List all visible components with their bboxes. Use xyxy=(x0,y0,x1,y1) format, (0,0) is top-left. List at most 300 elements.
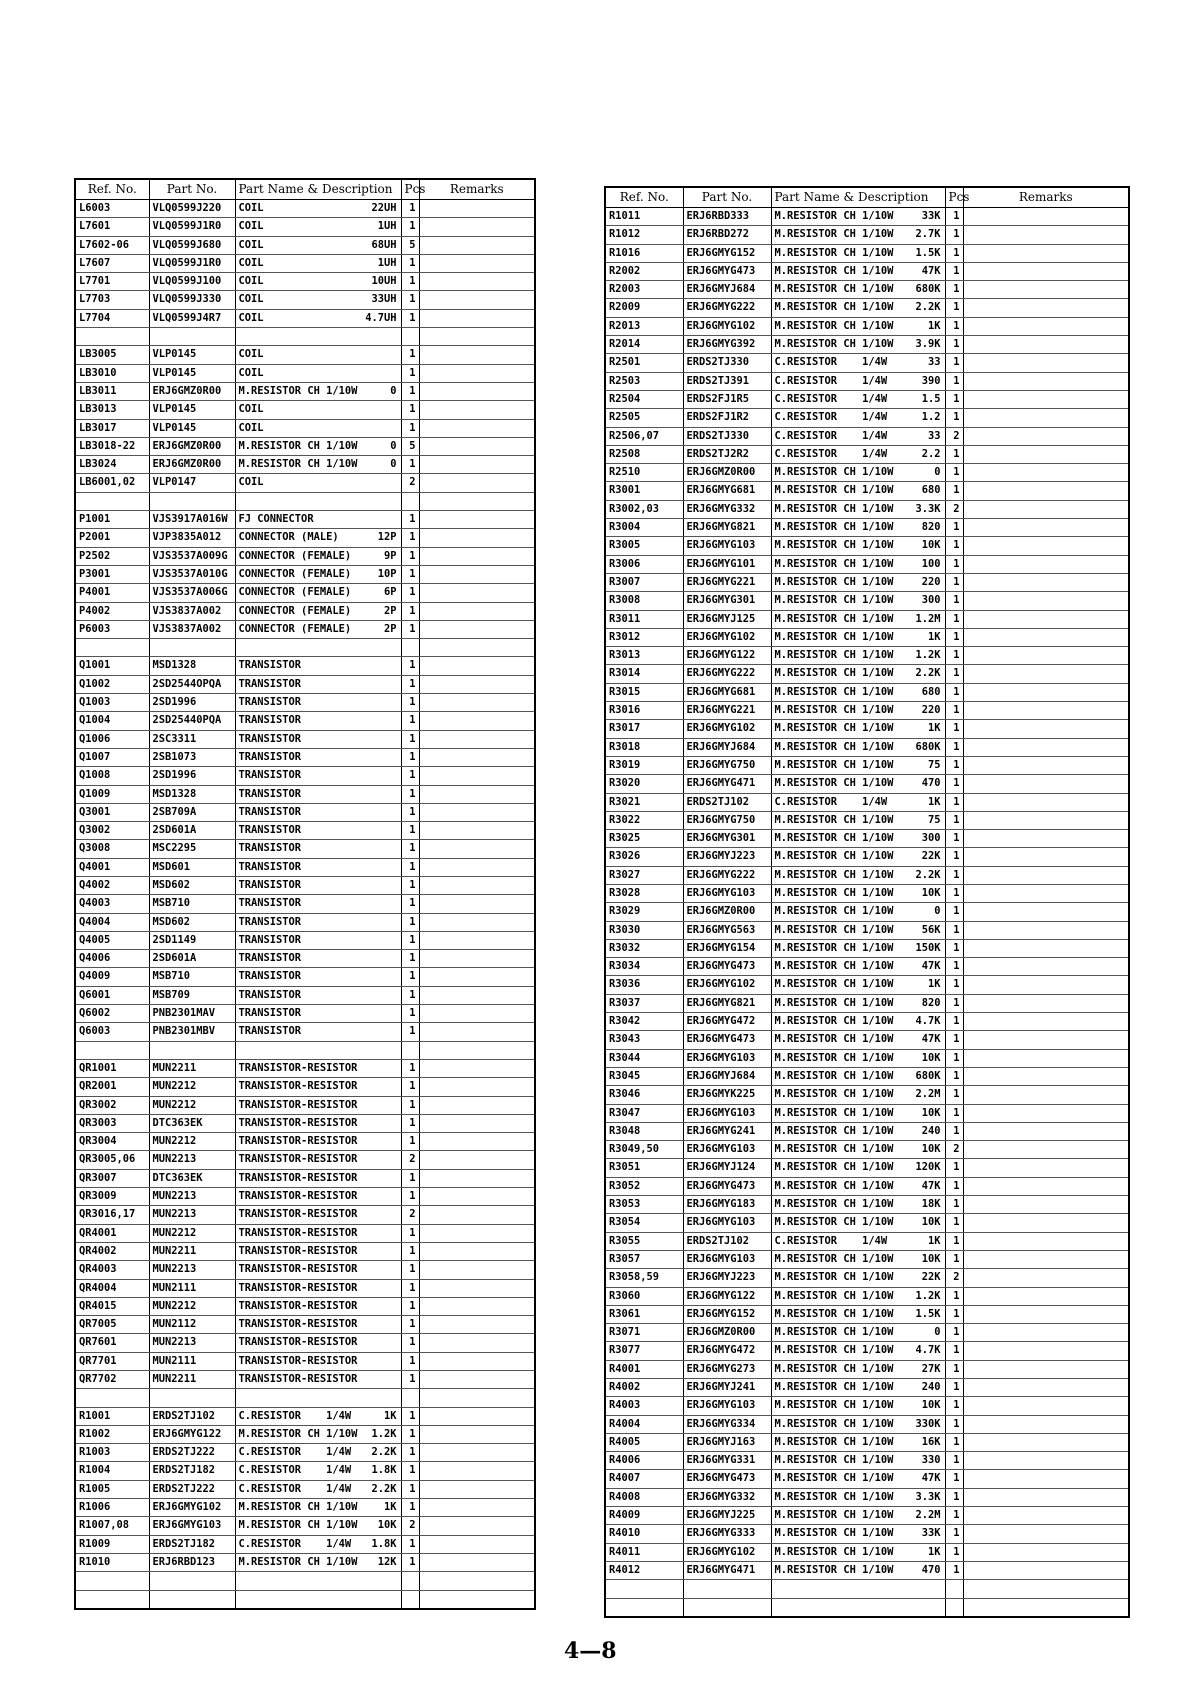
description-text: COIL xyxy=(238,293,264,306)
part-no-cell: ERJ6GMZ0R00 xyxy=(149,456,235,474)
ref-no-cell xyxy=(75,1572,149,1590)
description-cell xyxy=(771,592,945,610)
description-text: M.RESISTOR CH 1/10W xyxy=(774,868,894,881)
pcs-cell xyxy=(401,1590,419,1609)
ref-no-cell: R1016 xyxy=(605,244,683,262)
value-text: 33 xyxy=(927,356,941,369)
pcs-cell: 1 xyxy=(945,299,963,317)
remarks-cell xyxy=(419,657,535,675)
description-cell xyxy=(771,1598,945,1617)
remarks-cell xyxy=(419,1590,535,1609)
part-no-cell: ERJ6GMYG152 xyxy=(683,244,771,262)
col-remarks: Remarks xyxy=(419,179,535,200)
remarks-cell xyxy=(963,1379,1129,1397)
table-row xyxy=(605,976,1129,994)
pcs-cell: 1 xyxy=(945,208,963,226)
remarks-cell xyxy=(963,244,1129,262)
ref-no-cell: R4004 xyxy=(605,1415,683,1433)
ref-no-cell: R3014 xyxy=(605,665,683,683)
description-cell xyxy=(235,694,401,712)
remarks-cell xyxy=(419,1425,535,1443)
description-cell xyxy=(771,884,945,902)
part-no-cell: ERJ6GMYG102 xyxy=(683,1543,771,1561)
description-text: C.RESISTOR 1/4W xyxy=(238,1464,352,1477)
remarks-cell xyxy=(963,1324,1129,1342)
part-no-cell: ERJ6GMYG122 xyxy=(149,1425,235,1443)
description-text: TRANSISTOR xyxy=(238,915,302,928)
pcs-cell: 1 xyxy=(945,1342,963,1360)
value-text: 22K xyxy=(921,850,941,863)
description-text: TRANSISTOR xyxy=(238,842,302,855)
description-text: M.RESISTOR CH 1/10W xyxy=(774,484,894,497)
description-text: M.RESISTOR CH 1/10W xyxy=(774,1216,894,1229)
description-cell xyxy=(235,767,401,785)
table-row xyxy=(605,1507,1129,1525)
value-text: 75 xyxy=(927,758,941,771)
part-no-cell: ERJ6GMYG102 xyxy=(683,628,771,646)
description-cell xyxy=(771,1543,945,1561)
table-row xyxy=(605,1452,1129,1470)
pcs-cell: 1 xyxy=(401,1279,419,1297)
description-cell xyxy=(235,254,401,272)
table-row xyxy=(75,456,535,474)
pcs-cell: 1 xyxy=(401,1352,419,1370)
value-text: 33UH xyxy=(371,293,397,306)
remarks-cell xyxy=(963,610,1129,628)
ref-no-cell: LB3024 xyxy=(75,456,149,474)
description-cell xyxy=(771,610,945,628)
value-text: 1K xyxy=(383,1501,397,1514)
description-text: TRANSISTOR xyxy=(238,1007,302,1020)
value-text: 10K xyxy=(921,886,941,899)
pcs-cell: 1 xyxy=(945,445,963,463)
description-text: M.RESISTOR CH 1/10W xyxy=(774,1051,894,1064)
description-text: C.RESISTOR 1/4W xyxy=(774,447,888,460)
pcs-cell: 1 xyxy=(945,1543,963,1561)
ref-no-cell: R3060 xyxy=(605,1287,683,1305)
ref-no-cell xyxy=(605,1580,683,1598)
ref-no-cell: R3053 xyxy=(605,1196,683,1214)
table-row xyxy=(75,1407,535,1425)
table-row xyxy=(75,437,535,455)
part-no-cell: VLP0145 xyxy=(149,364,235,382)
value-text: 4.7UH xyxy=(365,311,397,324)
description-text: M.RESISTOR CH 1/10W xyxy=(774,246,894,259)
part-no-cell: ERJ6GMYG473 xyxy=(683,1177,771,1195)
remarks-cell xyxy=(419,602,535,620)
pcs-cell xyxy=(401,639,419,657)
description-cell xyxy=(235,748,401,766)
description-cell xyxy=(235,1334,401,1352)
table-row xyxy=(605,903,1129,921)
part-no-cell: MUN2212 xyxy=(149,1133,235,1151)
part-no-cell: ERJ6GMYG102 xyxy=(149,1499,235,1517)
pcs-cell: 1 xyxy=(945,1561,963,1579)
description-text: TRANSISTOR-RESISTOR xyxy=(238,1226,358,1239)
pcs-cell: 1 xyxy=(401,1371,419,1389)
part-no-cell: MUN2213 xyxy=(149,1206,235,1224)
description-text: TRANSISTOR-RESISTOR xyxy=(238,1263,358,1276)
value-text: 0 xyxy=(390,384,397,397)
table-row xyxy=(75,1535,535,1553)
remarks-cell xyxy=(419,1316,535,1334)
value-text: 330K xyxy=(915,1417,941,1430)
description-cell xyxy=(771,573,945,591)
pcs-cell: 1 xyxy=(945,336,963,354)
table-row xyxy=(605,1104,1129,1122)
description-text: M.RESISTOR CH 1/10W xyxy=(774,740,894,753)
value-text: 47K xyxy=(921,960,941,973)
pcs-cell: 5 xyxy=(401,437,419,455)
value-text: 1UH xyxy=(377,220,397,233)
description-cell xyxy=(235,529,401,547)
part-no-cell: VLQ0599J1R0 xyxy=(149,218,235,236)
table-row xyxy=(75,273,535,291)
value-text: 680K xyxy=(915,1069,941,1082)
table-row xyxy=(75,382,535,400)
part-no-cell: MUN2213 xyxy=(149,1151,235,1169)
ref-no-cell: QR1001 xyxy=(75,1059,149,1077)
description-text: M.RESISTOR CH 1/10W xyxy=(774,1161,894,1174)
table-row xyxy=(75,803,535,821)
value-text: 680 xyxy=(921,685,941,698)
value-text: 10K xyxy=(921,1216,941,1229)
value-text: 240 xyxy=(921,1124,941,1137)
table-row xyxy=(75,291,535,309)
description-cell xyxy=(235,584,401,602)
description-text: TRANSISTOR-RESISTOR xyxy=(238,1281,358,1294)
value-text: 1.2K xyxy=(915,649,941,662)
table-row xyxy=(75,1023,535,1041)
ref-no-cell: QR4003 xyxy=(75,1261,149,1279)
description-cell xyxy=(771,848,945,866)
ref-no-cell: R3019 xyxy=(605,756,683,774)
remarks-cell xyxy=(963,811,1129,829)
description-text: M.RESISTOR CH 1/10W xyxy=(774,594,894,607)
pcs-cell: 1 xyxy=(401,1553,419,1571)
value-text: 2.2M xyxy=(915,1088,941,1101)
remarks-cell xyxy=(963,1360,1129,1378)
ref-no-cell: LB3013 xyxy=(75,401,149,419)
table-row xyxy=(75,1096,535,1114)
part-no-cell: MUN2213 xyxy=(149,1261,235,1279)
ref-no-cell: Q1008 xyxy=(75,767,149,785)
description-text: M.RESISTOR CH 1/10W xyxy=(774,1124,894,1137)
pcs-cell: 1 xyxy=(945,1104,963,1122)
pcs-cell: 1 xyxy=(945,1214,963,1232)
table-row xyxy=(75,694,535,712)
remarks-cell xyxy=(419,876,535,894)
value-text: 18K xyxy=(921,1198,941,1211)
remarks-cell xyxy=(419,1059,535,1077)
remarks-cell xyxy=(963,1159,1129,1177)
table-row xyxy=(75,328,535,346)
table-row xyxy=(75,950,535,968)
remarks-cell xyxy=(963,903,1129,921)
pcs-cell: 1 xyxy=(401,1059,419,1077)
description-text: M.RESISTOR CH 1/10W xyxy=(774,264,894,277)
table-row xyxy=(75,1078,535,1096)
ref-no-cell: R3032 xyxy=(605,939,683,957)
remarks-cell xyxy=(963,519,1129,537)
description-text: TRANSISTOR-RESISTOR xyxy=(238,1061,358,1074)
table-row xyxy=(605,1324,1129,1342)
description-cell xyxy=(235,1590,401,1609)
table-row xyxy=(605,683,1129,701)
pcs-cell: 1 xyxy=(945,354,963,372)
pcs-cell: 1 xyxy=(945,1177,963,1195)
ref-no-cell: L6003 xyxy=(75,200,149,218)
ref-no-cell: P6003 xyxy=(75,620,149,638)
description-cell xyxy=(235,1352,401,1370)
description-cell xyxy=(771,811,945,829)
remarks-cell xyxy=(963,976,1129,994)
pcs-cell: 1 xyxy=(401,1078,419,1096)
value-text: 1.5K xyxy=(915,246,941,259)
table-row xyxy=(605,208,1129,226)
description-text: TRANSISTOR xyxy=(238,805,302,818)
description-text: M.RESISTOR CH 1/10W xyxy=(238,458,358,471)
description-text: C.RESISTOR 1/4W xyxy=(238,1409,352,1422)
ref-no-cell: R2501 xyxy=(605,354,683,372)
description-cell xyxy=(235,602,401,620)
description-cell xyxy=(771,1214,945,1232)
table-row xyxy=(605,1580,1129,1598)
col-description: Part Name & Description xyxy=(235,179,401,200)
description-cell xyxy=(235,511,401,529)
value-text: 10K xyxy=(921,1106,941,1119)
table-row xyxy=(75,748,535,766)
remarks-cell xyxy=(963,1561,1129,1579)
description-cell xyxy=(235,858,401,876)
pcs-cell: 1 xyxy=(945,464,963,482)
description-text: TRANSISTOR xyxy=(238,750,302,763)
ref-no-cell xyxy=(605,1598,683,1617)
part-no-cell: VJS3837A002 xyxy=(149,602,235,620)
part-no-cell: ERJ6GMYG103 xyxy=(683,1049,771,1067)
remarks-cell xyxy=(419,254,535,272)
part-no-cell: ERJ6GMZ0R00 xyxy=(149,382,235,400)
ref-no-cell: R3015 xyxy=(605,683,683,701)
description-cell xyxy=(235,1206,401,1224)
part-no-cell: 2SD601A xyxy=(149,950,235,968)
remarks-cell xyxy=(963,939,1129,957)
table-row xyxy=(75,785,535,803)
value-text: 3.9K xyxy=(915,338,941,351)
description-text: C.RESISTOR 1/4W xyxy=(774,374,888,387)
remarks-cell xyxy=(963,445,1129,463)
value-text: 47K xyxy=(921,1472,941,1485)
remarks-cell xyxy=(419,1188,535,1206)
ref-no-cell: R3017 xyxy=(605,720,683,738)
description-text: M.RESISTOR CH 1/10W xyxy=(774,996,894,1009)
description-cell xyxy=(235,1407,401,1425)
description-text: M.RESISTOR CH 1/10W xyxy=(774,1088,894,1101)
description-text: M.RESISTOR CH 1/10W xyxy=(238,1427,358,1440)
pcs-cell: 1 xyxy=(945,262,963,280)
pcs-cell: 2 xyxy=(945,500,963,518)
value-text: 2.2K xyxy=(915,868,941,881)
description-text: COIL xyxy=(238,311,264,324)
ref-no-cell: R3036 xyxy=(605,976,683,994)
table-row xyxy=(605,482,1129,500)
pcs-cell xyxy=(945,1580,963,1598)
part-no-cell: MSD602 xyxy=(149,876,235,894)
ref-no-cell: L7703 xyxy=(75,291,149,309)
ref-no-cell: Q4006 xyxy=(75,950,149,968)
remarks-cell xyxy=(419,382,535,400)
part-no-cell: ERDS2TJ182 xyxy=(149,1462,235,1480)
description-cell xyxy=(771,445,945,463)
value-text: 3.3K xyxy=(915,1490,941,1503)
remarks-cell xyxy=(963,262,1129,280)
table-row xyxy=(605,281,1129,299)
description-text: M.RESISTOR CH 1/10W xyxy=(774,1472,894,1485)
description-cell xyxy=(235,1444,401,1462)
pcs-cell: 1 xyxy=(401,1188,419,1206)
pcs-cell: 1 xyxy=(945,1452,963,1470)
value-text: 1K xyxy=(927,722,941,735)
remarks-cell xyxy=(419,529,535,547)
remarks-cell xyxy=(419,785,535,803)
part-no-cell: ERJ6GMYG152 xyxy=(683,1305,771,1323)
description-cell xyxy=(771,1488,945,1506)
description-cell xyxy=(235,639,401,657)
remarks-cell xyxy=(963,1086,1129,1104)
description-text: TRANSISTOR xyxy=(238,933,302,946)
table-row xyxy=(605,702,1129,720)
value-text: 300 xyxy=(921,832,941,845)
value-text: 2P xyxy=(383,622,397,635)
part-no-cell: 2SB709A xyxy=(149,803,235,821)
value-text: 1.2K xyxy=(915,1289,941,1302)
ref-no-cell: R3051 xyxy=(605,1159,683,1177)
pcs-cell: 1 xyxy=(401,913,419,931)
part-no-cell: MSD1328 xyxy=(149,657,235,675)
ref-no-cell: R1001 xyxy=(75,1407,149,1425)
table-row xyxy=(75,492,535,510)
value-text: 100 xyxy=(921,557,941,570)
description-cell xyxy=(235,1480,401,1498)
description-cell xyxy=(771,208,945,226)
ref-no-cell: R3018 xyxy=(605,738,683,756)
col-ref-no: Ref. No. xyxy=(75,179,149,200)
ref-no-cell: LB3017 xyxy=(75,419,149,437)
part-no-cell: MUN2211 xyxy=(149,1242,235,1260)
ref-no-cell: R4007 xyxy=(605,1470,683,1488)
value-text: 0 xyxy=(390,458,397,471)
pcs-cell: 1 xyxy=(401,456,419,474)
remarks-cell xyxy=(419,1535,535,1553)
description-text: CONNECTOR (MALE) xyxy=(238,531,339,544)
description-text: M.RESISTOR CH 1/10W xyxy=(774,521,894,534)
table-row xyxy=(605,1232,1129,1250)
remarks-cell xyxy=(963,555,1129,573)
remarks-cell xyxy=(963,208,1129,226)
value-text: 1K xyxy=(927,1234,941,1247)
description-cell xyxy=(771,1104,945,1122)
value-text: 1K xyxy=(927,978,941,991)
description-cell xyxy=(235,456,401,474)
part-no-cell: ERJ6GMYG221 xyxy=(683,702,771,720)
ref-no-cell: Q6002 xyxy=(75,1005,149,1023)
part-no-cell: ERJ6GMYG472 xyxy=(683,1342,771,1360)
value-text: 47K xyxy=(921,1033,941,1046)
description-text: M.RESISTOR CH 1/10W xyxy=(774,905,894,918)
description-text: M.RESISTOR CH 1/10W xyxy=(774,886,894,899)
remarks-cell xyxy=(419,1096,535,1114)
table-row xyxy=(605,994,1129,1012)
pcs-cell: 1 xyxy=(945,1049,963,1067)
description-text: TRANSISTOR xyxy=(238,1025,302,1038)
description-text: M.RESISTOR CH 1/10W xyxy=(774,923,894,936)
description-cell xyxy=(235,1059,401,1077)
description-text: TRANSISTOR xyxy=(238,988,302,1001)
table-row xyxy=(75,511,535,529)
description-text: TRANSISTOR-RESISTOR xyxy=(238,1318,358,1331)
right-table-body xyxy=(605,208,1129,1617)
pcs-cell: 1 xyxy=(401,602,419,620)
description-cell xyxy=(235,1242,401,1260)
remarks-cell xyxy=(963,1214,1129,1232)
description-text: M.RESISTOR CH 1/10W xyxy=(774,1509,894,1522)
description-cell xyxy=(771,1287,945,1305)
pcs-cell: 1 xyxy=(401,1133,419,1151)
remarks-cell xyxy=(963,1250,1129,1268)
part-no-cell: ERJ6GMYG563 xyxy=(683,921,771,939)
part-no-cell: ERJ6GMYG241 xyxy=(683,1122,771,1140)
part-no-cell: ERJ6GMYG473 xyxy=(683,958,771,976)
remarks-cell xyxy=(963,1433,1129,1451)
ref-no-cell: R3054 xyxy=(605,1214,683,1232)
ref-no-cell: R4010 xyxy=(605,1525,683,1543)
ref-no-cell: R3002,03 xyxy=(605,500,683,518)
description-cell xyxy=(771,994,945,1012)
value-text: 2.7K xyxy=(915,228,941,241)
description-cell xyxy=(771,1470,945,1488)
part-no-cell: ERJ6GMYG681 xyxy=(683,683,771,701)
table-row xyxy=(75,1553,535,1571)
ref-no-cell: Q4009 xyxy=(75,968,149,986)
description-text: M.RESISTOR CH 1/10W xyxy=(774,1069,894,1082)
remarks-cell xyxy=(963,1013,1129,1031)
ref-no-cell: R2510 xyxy=(605,464,683,482)
remarks-cell xyxy=(419,950,535,968)
pcs-cell: 1 xyxy=(945,244,963,262)
ref-no-cell: R1005 xyxy=(75,1480,149,1498)
description-text: M.RESISTOR CH 1/10W xyxy=(238,1555,358,1568)
part-no-cell: ERDS2TJ330 xyxy=(683,427,771,445)
part-no-cell: ERJ6GMYG821 xyxy=(683,994,771,1012)
table-row xyxy=(75,767,535,785)
part-no-cell: VLQ0599J100 xyxy=(149,273,235,291)
description-cell xyxy=(771,830,945,848)
remarks-cell xyxy=(963,1232,1129,1250)
description-cell xyxy=(771,1525,945,1543)
description-text: TRANSISTOR-RESISTOR xyxy=(238,1116,358,1129)
ref-no-cell: QR7701 xyxy=(75,1352,149,1370)
remarks-cell xyxy=(963,793,1129,811)
ref-no-cell: R1003 xyxy=(75,1444,149,1462)
part-no-cell: 2SB1073 xyxy=(149,748,235,766)
remarks-cell xyxy=(419,1371,535,1389)
pcs-cell: 1 xyxy=(945,628,963,646)
part-no-cell: MSB709 xyxy=(149,986,235,1004)
table-row xyxy=(605,299,1129,317)
part-no-cell: ERJ6GMYG103 xyxy=(683,1214,771,1232)
part-no-cell: ERJ6RBD272 xyxy=(683,226,771,244)
table-row xyxy=(605,811,1129,829)
